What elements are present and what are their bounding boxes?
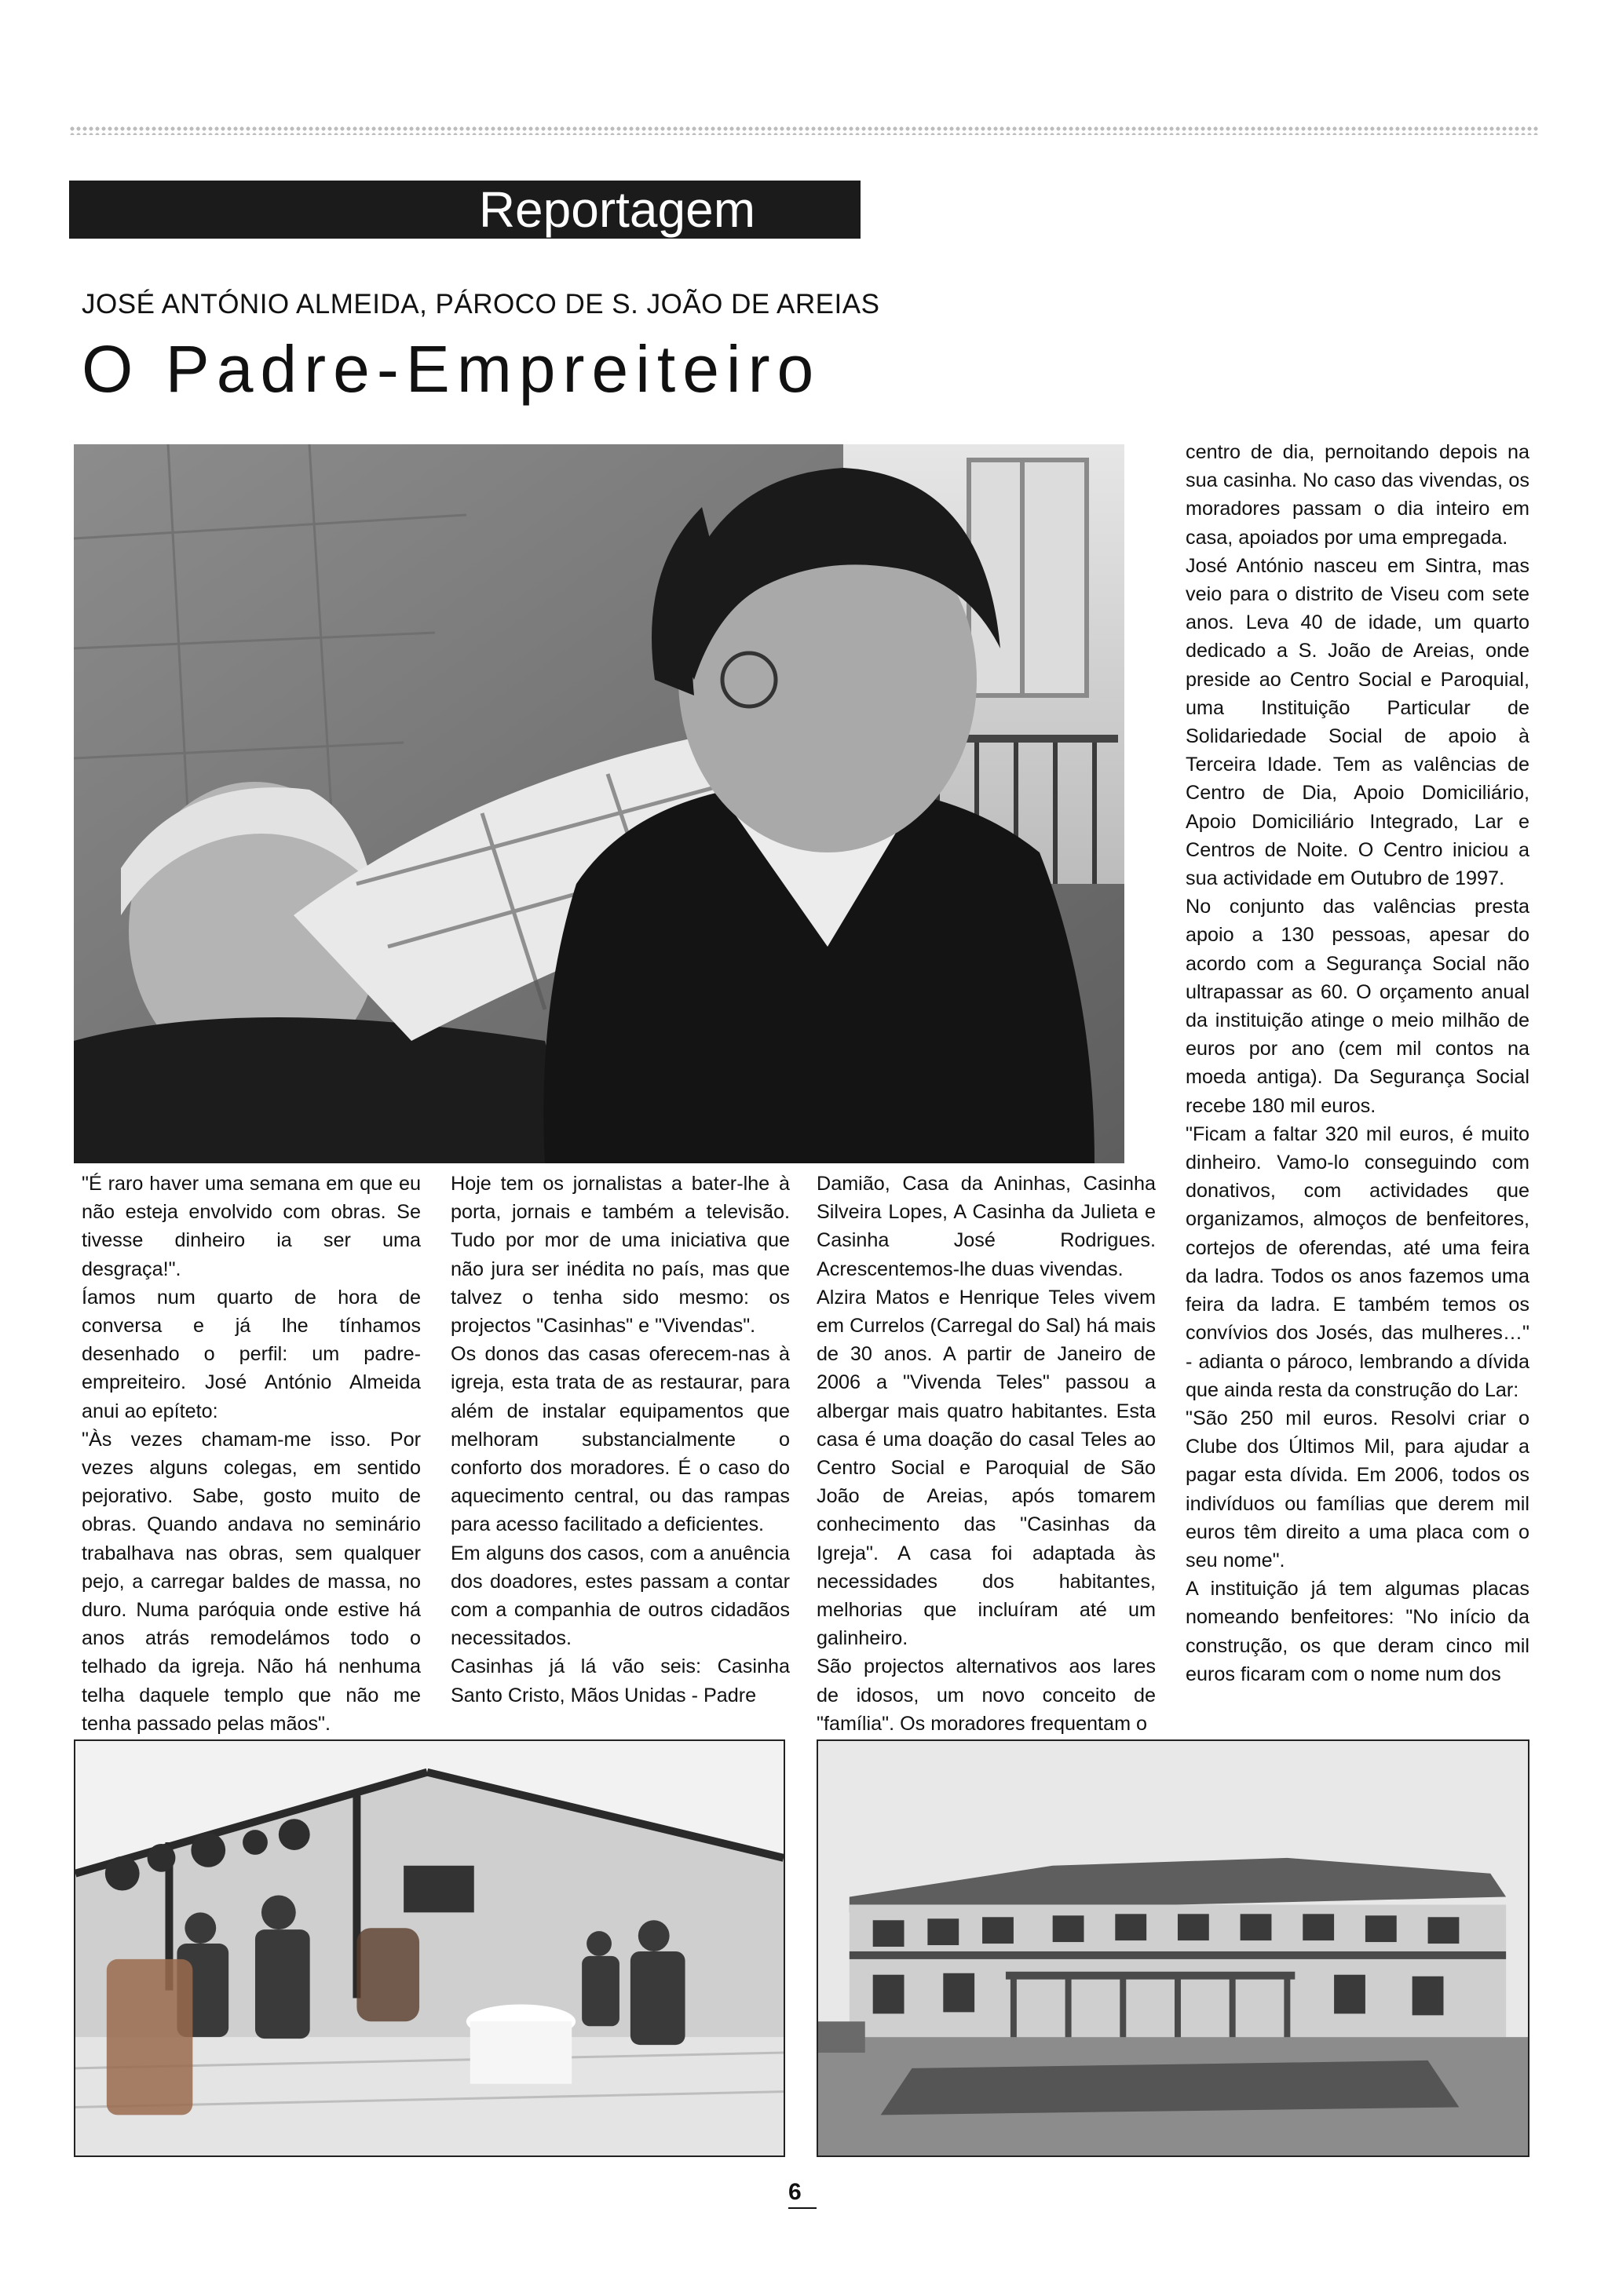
top-dotted-rule <box>69 126 1539 135</box>
paragraph: "Às vezes chamam-me isso. Por vezes alguns colegas, em sentido pejorativo. Sabe, gosto muito de obras. Quando andava no seminário trabalhava nas obras, sem qualquer pejo, a carregar baldes de massa, no duro. Numa paróquia onde estive há anos atrás remodelámos todo o telhado da igreja. Não há nenhuma telha daquele templo que não me tenha passado pelas mãos". <box>82 1428 421 1735</box>
page-number: 6 <box>788 2179 802 2205</box>
paragraph: Em alguns dos casos, com a anuência dos doadores, estes passam a contar com a companhia de outros cidadãos necessitados. <box>451 1542 790 1650</box>
main-photo-illustration <box>74 444 1124 1163</box>
paragraph: "Ficam a faltar 320 mil euros, é muito dinheiro. Vamo-lo conseguindo com donativos, com actividades que organizamos, almoços de benfeitores, cortejos de oferendas, até uma feira da ladra. Todos os anos fazemos uma feira da ladra. E também temos os convívios dos Josés, das mulheres…" - adianta o pároco, lembrando a dívida que ainda resta da construção do Lar: <box>1186 1122 1529 1401</box>
interior-photo <box>74 1739 785 2157</box>
paragraph: centro de dia, pernoitando depois na sua casinha. No caso das vivendas, os moradores passam o dia inteiro em casa, apoiados por uma empregada. <box>1186 441 1529 549</box>
section-banner <box>69 181 861 239</box>
article-headline: O Padre-Empreiteiro <box>82 332 821 406</box>
article-column-3 <box>817 1170 1156 1738</box>
article-column-4 <box>1186 438 1529 1688</box>
page-number-underline <box>788 2207 817 2209</box>
section-title: Reportagem <box>478 181 755 238</box>
paragraph: Íamos num quarto de hora de conversa e já lhe tínhamos desenhado o perfil: um padre-empreiteiro. José António Almeida anui ao epíteto: <box>82 1286 421 1422</box>
building-photo <box>817 1739 1529 2157</box>
paragraph: Hoje tem os jornalistas a bater-lhe à porta, jornais e também a televisão. Tudo por mor de uma iniciativa que não jura ser inédita no país, mas que talvez o tenha sido mesmo: os projectos "Casinhas" e "Vivendas". <box>451 1173 790 1338</box>
paragraph: Os donos das casas oferecem-nas à igreja, esta trata de as restaurar, para além de instalar equipamentos que melhoram substancialmente o conforto dos moradores. É o caso do aquecimento central, ou das rampas para acesso facilitado a deficientes. <box>451 1343 790 1536</box>
paragraph: Casinhas já lá vão seis: Casinha Santo Cristo, Mãos Unidas - Padre <box>451 1655 790 1706</box>
paragraph: "É raro haver uma semana em que eu não esteja envolvido com obras. Se tivesse dinheiro ia ser uma desgraça!". <box>82 1173 421 1280</box>
interior-photo-illustration <box>75 1741 784 2155</box>
article-column-1 <box>82 1170 421 1738</box>
paragraph: José António nasceu em Sintra, mas veio para o distrito de Viseu com sete anos. Leva 40 de idade, um quarto dedicado a S. João de Areias, onde preside ao Centro Social e Paroquial, uma Instituição Particular de Solidariedade Social de apoio à Terceira Idade. Tem as valências de Centro de Dia, Apoio Domiciliário, Apoio Domiciliário Integrado, Lar e Centros de Noite. O Centro iniciou a sua actividade em Outubro de 1997. <box>1186 554 1529 890</box>
building-photo-illustration <box>818 1741 1528 2155</box>
paragraph: São projectos alternativos aos lares de idosos, um novo conceito de "família". Os moradores frequentam o <box>817 1655 1156 1735</box>
paragraph: A instituição já tem algumas placas nomeando benfeitores: "No início da construção, os que deram cinco mil euros ficaram com o nome num dos <box>1186 1578 1529 1685</box>
paragraph: Damião, Casa da Aninhas, Casinha Silveira Lopes, A Casinha da Julieta e Casinha José Rodrigues. Acrescentemos-lhe duas vivendas. <box>817 1173 1156 1280</box>
paragraph: No conjunto das valências presta apoio a 130 pessoas, apesar do acordo com a Segurança Social não ultrapassar as 60. O orçamento anual da instituição atinge o meio milhão de euros por ano (cem mil contos na moeda antiga). Da Segurança Social recebe 180 mil euros. <box>1186 896 1529 1117</box>
article-column-2 <box>451 1170 790 1710</box>
main-photo <box>74 444 1124 1163</box>
paragraph: Alzira Matos e Henrique Teles vivem em Currelos (Carregal do Sal) há mais de 30 anos. A partir de Janeiro de 2006 a "Vivenda Teles" passou a albergar mais quatro habitantes. Esta casa é uma doação do casal Teles ao Centro Social e Paroquial de São João de Areias, após tomarem conhecimento das "Casinhas da Igreja". A casa foi adaptada às necessidades dos habitantes, melhorias que incluíram até um galinheiro. <box>817 1286 1156 1650</box>
paragraph: "São 250 mil euros. Resolvi criar o Clube dos Últimos Mil, para ajudar a pagar esta dívida. Em 2006, todos os indivíduos ou famílias que derem mil euros têm direito a uma placa com o seu nome". <box>1186 1407 1529 1571</box>
article-kicker: JOSÉ ANTÓNIO ALMEIDA, PÁROCO DE S. JOÃO DE AREIAS <box>82 289 880 319</box>
